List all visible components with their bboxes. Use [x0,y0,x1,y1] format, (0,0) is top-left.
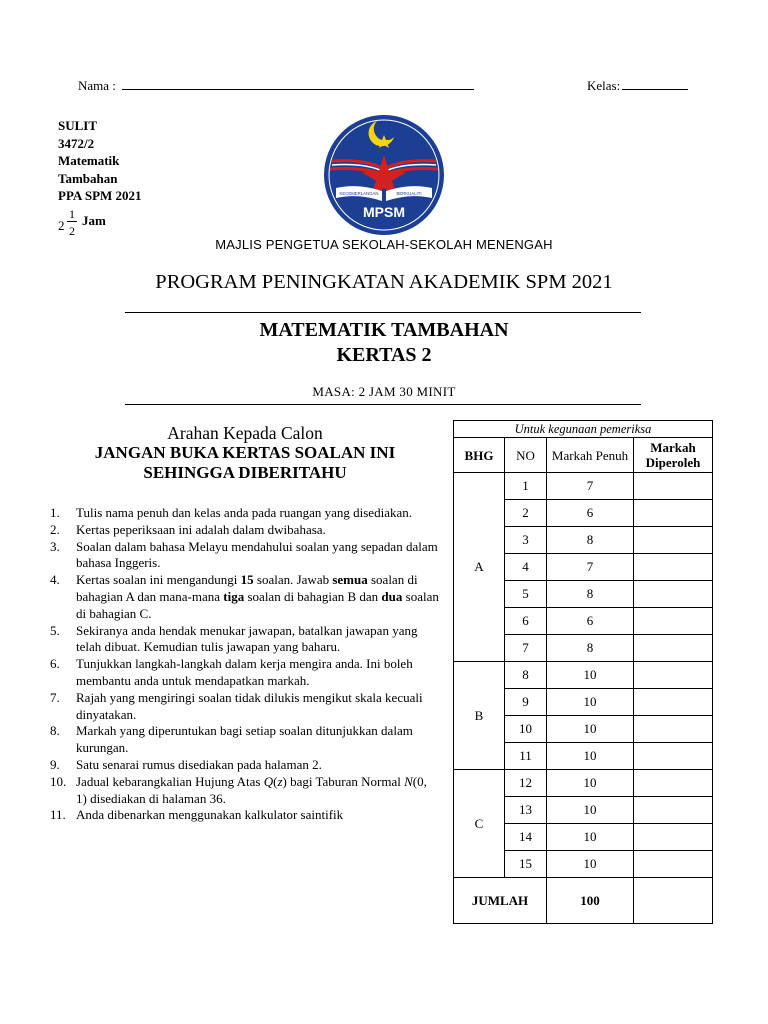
question-number: 15 [505,851,547,878]
instruction-item [50,723,440,757]
instruction-item [50,522,440,539]
instruction-text-part: Q [263,773,274,789]
instructions-heading [50,423,440,483]
header-no: NO [505,438,547,473]
instruction-text-part: tiga [223,588,245,604]
question-number: 2 [505,500,547,527]
full-marks-cell: 10 [547,824,634,851]
name-field[interactable] [78,77,474,94]
total-full-marks: 100 [547,878,634,924]
instruction-number: 8. [50,723,60,739]
total-obtained-cell[interactable] [634,878,713,924]
instruction-text-part: (0, 1) disediakan di halaman 36. [76,773,427,806]
section-label: A [454,473,505,662]
instruction-item [50,656,440,690]
instruction-item [50,774,440,808]
instruction-item [50,690,440,724]
paper-number: KERTAS 2 [336,344,432,366]
question-number: 1 [505,473,547,500]
header-section: BHG [454,438,505,473]
instruction-text: Tulis nama penuh dan kelas anda pada ruangan yang disediakan. [76,505,412,520]
instruction-number: 3. [50,538,60,554]
question-number: 14 [505,824,547,851]
question-number: 3 [505,527,547,554]
subject-line-2: Tambahan [58,170,118,186]
instruction-item [50,539,440,573]
question-number: 11 [505,743,547,770]
full-marks-cell: 8 [547,635,634,662]
logo-banner-left: KECEMERLANGAN [339,191,379,196]
duration-numerator: 1 [69,207,75,221]
logo-banner-right: BERKUALITI [396,191,422,196]
total-label: JUMLAH [454,878,547,924]
obtained-marks-cell[interactable] [634,500,713,527]
sulit-label: SULIT [58,118,98,133]
instruction-item [50,807,440,824]
obtained-marks-cell[interactable] [634,716,713,743]
full-marks-cell: 10 [547,689,634,716]
name-label: Nama : [78,78,116,93]
instruction-text: Markah yang diperuntukan bagi setiap soalan ditunjukkan dalam kurungan. [76,723,413,756]
obtained-marks-cell[interactable] [634,824,713,851]
instruction-number: 9. [50,756,60,772]
instruction-item [50,505,440,522]
full-marks-cell: 10 [547,797,634,824]
question-number: 5 [505,581,547,608]
section-label: B [454,662,505,770]
instruction-text: Tunjukkan langkah-langkah dalam kerja mengira anda. Ini boleh membantu anda untuk mendapatkan markah. [76,656,413,688]
instruction-item [50,623,440,657]
question-number: 7 [505,635,547,662]
obtained-marks-cell[interactable] [634,689,713,716]
full-marks-cell: 8 [547,581,634,608]
full-marks-cell: 10 [547,716,634,743]
instruction-number: 11. [50,807,66,823]
table-row [454,662,713,689]
duration-whole: 2 [58,218,65,233]
table-caption: Untuk kegunaan pemeriksa [454,421,713,438]
full-marks-cell: 10 [547,851,634,878]
instructions-list [50,505,440,824]
question-number: 6 [505,608,547,635]
mpsm-logo [322,113,446,237]
instruction-text-part: N [404,773,413,789]
logo-text: MPSM [363,204,405,220]
obtained-marks-cell[interactable] [634,770,713,797]
fraction-bar [67,221,77,222]
instruction-text-part: ) bagi Taburan Normal [282,773,405,789]
question-number: 8 [505,662,547,689]
duration-unit: Jam [82,213,106,228]
class-field[interactable] [587,77,688,94]
instruction-text-part: soalan. Jawab [253,572,333,588]
instruction-text: Anda dibenarkan menggunakan kalkulator saintifik [76,807,344,823]
instruction-text: Satu senarai rumus disediakan pada halaman 2. [76,756,322,772]
program-title: PROGRAM PENINGKATAN AKADEMIK SPM 2021 [155,271,613,293]
class-label: Kelas: [587,78,621,93]
marks-table [453,420,713,924]
obtained-marks-cell[interactable] [634,635,713,662]
obtained-marks-cell[interactable] [634,797,713,824]
instruction-text-part: dua [381,588,403,604]
instruction-item [50,757,440,774]
table-row [454,473,713,500]
exam-name: PPA SPM 2021 [58,188,142,203]
instruction-number: 2. [50,521,60,537]
class-blank-line[interactable] [622,77,688,90]
instruction-number: 6. [50,656,60,672]
instruction-text: Rajah yang mengiringi soalan tidak dilukis mengikut skala kecuali dinyatakan. [76,689,423,722]
full-marks-cell: 7 [547,554,634,581]
instruction-text-part: semua [332,572,368,588]
paper-code: 3472/2 [58,135,95,151]
council-name: MAJLIS PENGETUA SEKOLAH-SEKOLAH MENENGAH [215,237,553,252]
duration-denominator: 2 [69,224,75,238]
instruction-text-part: soalan di bahagian B dan [244,588,382,604]
instruction-text-part: ( [273,773,278,789]
question-number: 12 [505,770,547,797]
full-marks-cell: 6 [547,608,634,635]
full-marks-cell: 10 [547,770,634,797]
subject-name: MATEMATIK TAMBAHAN [259,319,509,341]
obtained-marks-cell[interactable] [634,554,713,581]
instructions-title: Arahan Kepada Calon [167,423,323,443]
obtained-marks-cell[interactable] [634,662,713,689]
instruction-text-part: z [277,773,283,789]
obtained-marks-cell[interactable] [634,743,713,770]
instruction-text-part: Jadual kebarangkalian Hujung Atas [76,773,264,789]
full-marks-cell: 6 [547,500,634,527]
exam-duration: MASA: 2 JAM 30 MINIT [312,384,456,399]
question-number: 4 [505,554,547,581]
instruction-text: Sekiranya anda hendak menukar jawapan, batalkan jawapan yang telah dibuat. Kemudian tulis jawapan yang baharu. [76,622,418,655]
paper-info-block [58,117,142,205]
warning-line-1: JANGAN BUKA KERTAS SOALAN INI [94,443,396,462]
instruction-text-part: soalan di bahagian C. [76,588,439,621]
table-row [454,770,713,797]
instruction-text-part: soalan di bahagian A dan mana-mana [76,572,418,604]
full-marks-cell: 8 [547,527,634,554]
full-marks-cell: 10 [547,662,634,689]
instruction-text-part: 15 [240,572,254,588]
name-blank-line[interactable] [122,77,474,90]
obtained-marks-cell[interactable] [634,473,713,500]
header-obtained-marks: Markah Diperoleh [634,438,713,473]
instruction-number: 1. [50,505,60,520]
divider-bottom [125,404,641,405]
full-marks-cell: 10 [547,743,634,770]
instruction-text: Soalan dalam bahasa Melayu mendahului soalan yang sepadan dalam bahasa Inggeris. [76,538,438,571]
instruction-number: 10. [50,773,67,789]
section-label: C [454,770,505,878]
obtained-marks-cell[interactable] [634,581,713,608]
subject-title [0,318,768,368]
obtained-marks-cell[interactable] [634,608,713,635]
instruction-text: Kertas peperiksaan ini adalah dalam dwibahasa. [76,521,326,537]
question-number: 9 [505,689,547,716]
instruction-item [50,572,440,622]
obtained-marks-cell[interactable] [634,851,713,878]
instruction-number: 4. [50,572,60,588]
instruction-text-part: Kertas soalan ini mengandungi [76,572,241,588]
warning-line-2: SEHINGGA DIBERITAHU [143,463,347,482]
instruction-number: 5. [50,622,60,638]
total-row [454,878,713,924]
question-number: 10 [505,716,547,743]
subject-line-1: Matematik [58,153,120,168]
header-full-marks: Markah Penuh [547,438,634,473]
divider-top [125,312,641,313]
question-number: 13 [505,797,547,824]
full-marks-cell: 7 [547,473,634,500]
instruction-number: 7. [50,689,60,705]
obtained-marks-cell[interactable] [634,527,713,554]
